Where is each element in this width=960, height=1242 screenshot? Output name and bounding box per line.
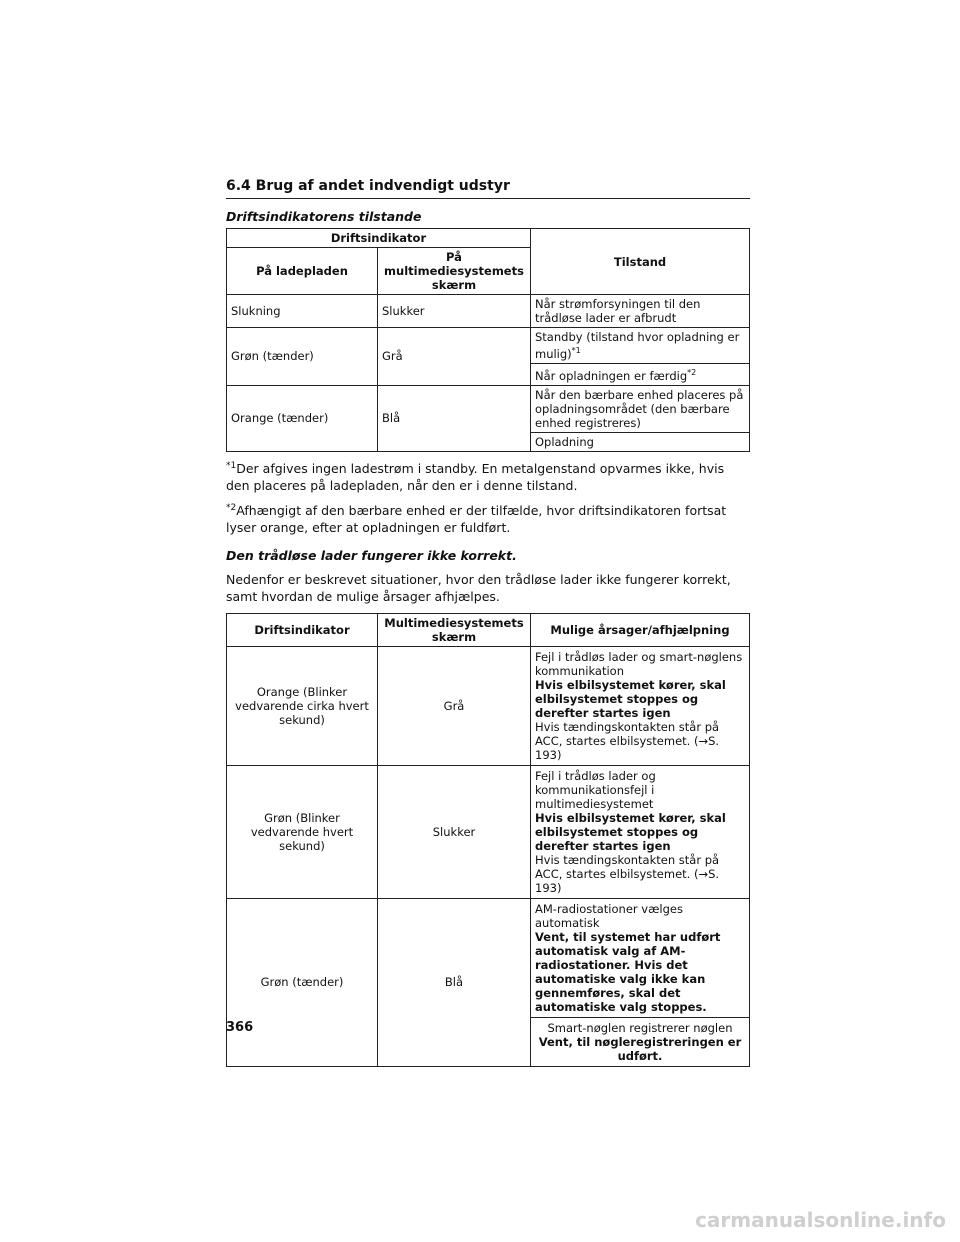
th-ladepladen: På ladepladen (227, 248, 378, 295)
table-row (227, 295, 750, 328)
cell: Slukning (227, 295, 378, 328)
table1-title: Driftsindikatorens tilstande (226, 209, 422, 224)
cell: Grå (378, 646, 531, 765)
cell: Opladning (531, 432, 750, 451)
th-multimedie: Multimediesystemets skærm (378, 613, 531, 646)
table-row (227, 898, 750, 1017)
troubleshooting-table (226, 613, 750, 1067)
footnote-text: Der afgives ingen ladestrøm i standby. En metalgenstand opvarmes ikke, hvis den placeres på ladepladen, når den er i denne tilstand. (226, 460, 725, 493)
cell (531, 646, 750, 765)
subsection-title: Den trådløse lader fungerer ikke korrekt. (226, 547, 517, 563)
footnote-2 (226, 500, 750, 536)
cell (531, 328, 750, 364)
intro-paragraph: Nedenfor er beskrevet situationer, hvor den trådløse lader ikke fungerer korrekt, samt hvordan de mulige årsager afhjælpes. (226, 571, 731, 604)
cell (531, 1017, 750, 1066)
section-title: 6.4 Brug af andet indvendigt udstyr (226, 178, 750, 199)
cell: Når den bærbare enhed placeres på opladningsområdet (den bærbare enhed registreres) (531, 385, 750, 432)
page-content (226, 178, 750, 1067)
table-row (227, 328, 750, 364)
cell: Grøn (tænder) (227, 328, 378, 386)
remedy-text: Vent, til systemet har udført automatisk valg af AM-radiostationer. Hvis det automatiske valg ikke kan gennemføres, skal det automatiske valg stoppes. (535, 929, 721, 1014)
cell: Orange (tænder) (227, 385, 378, 451)
cell: Når strømforsyningen til den trådløse lader er afbrudt (531, 295, 750, 328)
footnote-text: Afhængigt af den bærbare enhed er der tilfælde, hvor driftsindikatoren fortsat lyser orange, efter at opladningen er fuldført. (226, 502, 727, 535)
remedy-note: Hvis tændingskontakten står på ACC, startes elbilsystemet. (→S. 193) (535, 852, 720, 895)
footnote-mark: *1 (226, 460, 237, 471)
cell-text: Når opladningen er færdig (535, 368, 688, 383)
th-multimedie: På multimediesystemets skærm (378, 248, 531, 295)
cell (531, 898, 750, 1017)
watermark: carmanualsonline.info (695, 1208, 946, 1232)
footnote-mark: *2 (226, 502, 237, 513)
cell: Blå (378, 898, 531, 1066)
footnote-ref: *1 (571, 346, 581, 355)
remedy-text: Hvis elbilsystemet kører, skal elbilsystemet stoppes og derefter startes igen (535, 677, 726, 720)
th-aarsager: Mulige årsager/afhjælpning (531, 613, 750, 646)
cell-text: Standby (tilstand hvor opladning er mulig) (535, 330, 740, 361)
cell: Grøn (tænder) (227, 898, 378, 1066)
footnote-1 (226, 458, 750, 494)
cell: Slukker (378, 765, 531, 898)
table-row (227, 765, 750, 898)
remedy-text: Vent, til nøgleregistreringen er udført. (538, 1034, 742, 1063)
cell: Slukker (378, 295, 531, 328)
th-group-driftsindikator: Driftsindikator (227, 229, 531, 248)
cause-text: Fejl i trådløs lader og kommunikationsfejl i multimediesystemet (535, 768, 656, 811)
cell (531, 363, 750, 385)
cell: Grøn (Blinker vedvarende hvert sekund) (227, 765, 378, 898)
cause-text: AM-radiostationer vælges automatisk (535, 901, 683, 930)
cell: Orange (Blinker vedvarende cirka hvert sekund) (227, 646, 378, 765)
th-tilstand: Tilstand (531, 229, 750, 295)
cell: Blå (378, 385, 531, 451)
table-row (227, 385, 750, 432)
cause-text: Fejl i trådløs lader og smart-nøglens kommunikation (535, 649, 743, 678)
remedy-text: Hvis elbilsystemet kører, skal elbilsystemet stoppes og derefter startes igen (535, 810, 726, 853)
cause-text: Smart-nøglen registrerer nøglen (547, 1020, 733, 1035)
page-number: 366 (226, 1020, 254, 1035)
remedy-note: Hvis tændingskontakten står på ACC, startes elbilsystemet. (→S. 193) (535, 719, 720, 762)
th-driftsindikator: Driftsindikator (227, 613, 378, 646)
footnote-ref: *2 (687, 367, 697, 377)
cell (531, 765, 750, 898)
cell: Grå (378, 328, 531, 386)
indicator-state-table (226, 228, 750, 452)
table-row (227, 646, 750, 765)
